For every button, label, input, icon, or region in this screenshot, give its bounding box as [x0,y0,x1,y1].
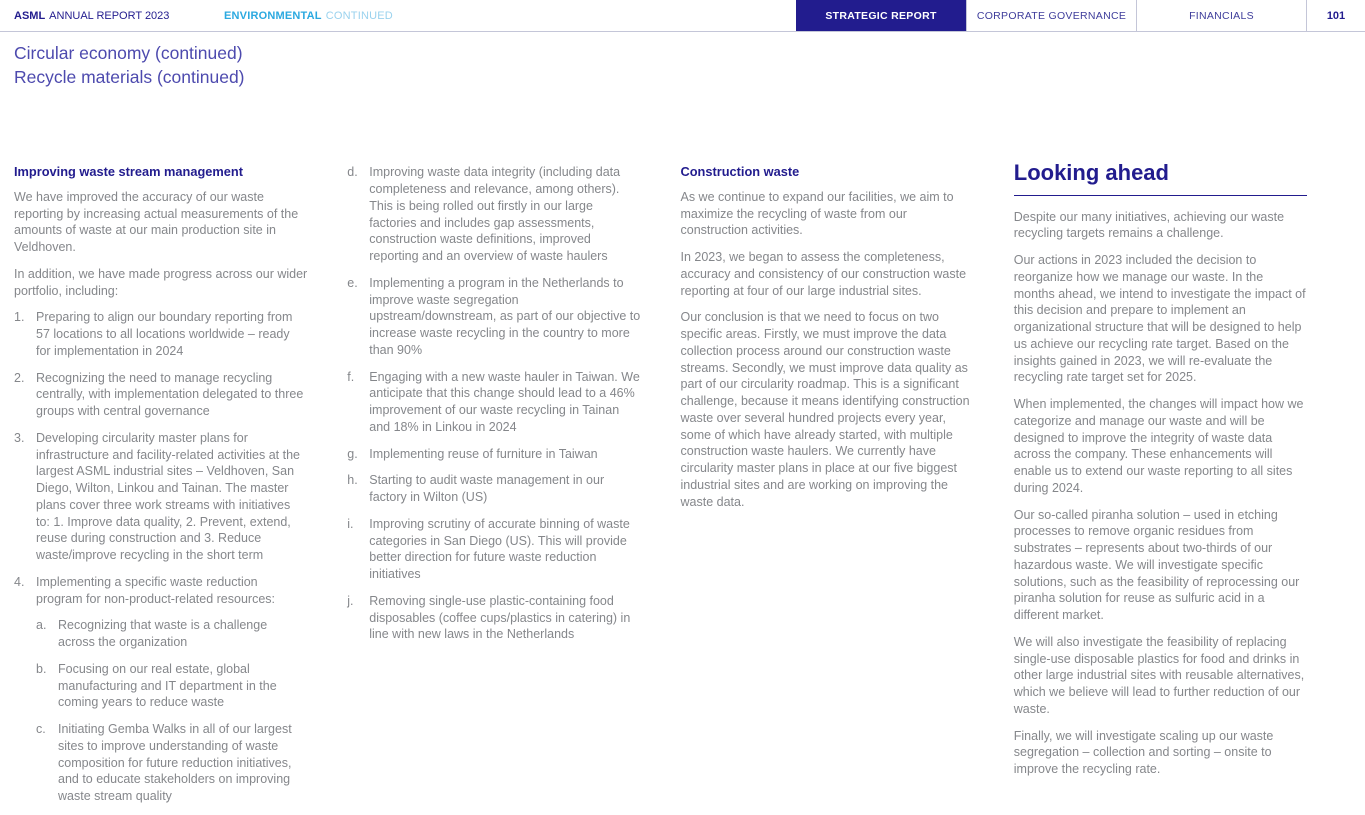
list-item-text: Implementing reuse of furniture in Taiwan [369,446,598,461]
list-item [14,574,307,608]
content-columns [14,160,1307,815]
list-item-text: Removing single-use plastic-containing food disposables (coffee cups/plastics in catering) in line with new laws in the Netherlands [369,593,631,642]
column-construction-waste [681,164,974,815]
list-item-text: Implementing a specific waste reduction program for non-product-related resources: [36,574,276,606]
paragraph: Our conclusion is that we need to focus on two specific areas. Firstly, we must improve the data collection process around our construction waste streams. Secondly, we must improve data quality as part of our circularity roadmap. This is a significant challenge, because it means identifying construction waste over several hundred projects every year, some of which have already started, with multiple construction waste haulers. We currently have circularity master plans in place at our five biggest industrial sites and are working on improving the waste data. [680,310,970,509]
list-marker: i. [347,516,354,531]
list-item-text: Recognizing the need to manage recycling centrally, with implementation delegated to three groups with central governance [36,370,304,419]
sub-list-item [14,661,307,711]
list-item [14,309,307,359]
list-item-text: Developing circularity master plans for infrastructure and facility-related activities at the largest ASML industrial sites – Veldhoven, San Diego, Wilton, Linkou and Tainan. The master plans cover three work streams with initiatives to: 1. Improve data quality, 2. Prevent, extend, reuse during construction and 3. Reduce waste/improve recycling in the short term [36,430,301,563]
paragraph: In 2023, we began to assess the completeness, accuracy and consistency of our construction waste reporting at four of our large industrial sites. [680,250,967,298]
list-marker: a. [36,618,47,633]
column-list-continued [347,164,640,815]
list-item-text: Initiating Gemba Walks in all of our largest sites to improve understanding of waste composition for future reduction initiatives, and to educate stakeholders on improving waste stream quality [58,722,292,804]
list-item [347,516,640,583]
brand-subtitle: ANNUAL REPORT 2023 [49,9,170,22]
list-marker: g. [347,446,358,461]
list-item [347,275,640,359]
list-marker: 2. [14,370,25,385]
list-marker: f. [347,369,355,384]
top-bar [0,0,1365,32]
tab-corporate-governance[interactable]: CORPORATE GOVERNANCE [966,0,1136,31]
list-item-text: Engaging with a new waste hauler in Taiwan. We anticipate that this change should lead to a 46% improvement of our waste recycling in Tainan and 18% in Linkou in 2024 [369,369,640,434]
page-title-line1: Circular economy (continued) [14,43,243,63]
paragraph: In addition, we have made progress across our wider portfolio, including: [14,266,308,298]
list-marker: 4. [14,574,25,589]
column-heading: Construction waste [680,164,800,180]
list-marker: b. [36,661,47,676]
list-marker: h. [347,473,358,488]
page-title [14,41,1365,89]
tab-strategic-report[interactable]: STRATEGIC REPORT [796,0,966,31]
looking-ahead-heading: Looking ahead [1014,160,1307,195]
paragraph: When implemented, the changes will impact how we categorize and manage our waste and will be designed to improve the integrity of waste data across the company. These enhancements will enable us to extend our waste reporting to all sites during 2024. [1013,397,1304,495]
paragraph: As we continue to expand our facilities, we aim to maximize the recycling of waste from our construction activities. [680,189,954,238]
list-item-text: Improving scrutiny of accurate binning of waste categories in San Diego (US). This will provide better direction for future waste reduction initiatives [369,516,630,582]
tab-financials[interactable]: FINANCIALS [1136,0,1306,31]
column-waste-stream-management [14,164,307,815]
column-heading: Improving waste stream management [14,164,243,180]
column-looking-ahead [1013,160,1307,815]
list-item [347,446,640,463]
page-title-line2: Recycle materials (continued) [14,67,245,88]
list-marker: c. [36,722,46,737]
sub-list-item [14,721,307,805]
list-item-text: Implementing a program in the Netherlands to improve waste segregation upstream/downstream, as part of our objective to increase waste recycling in the country to more than 90% [369,275,641,357]
section-continued: CONTINUED [325,9,393,22]
list-item-text: Starting to audit waste management in our factory in Wilton (US) [369,473,605,505]
list-item-text: Recognizing that waste is a challenge across the organization [58,618,268,650]
paragraph: We have improved the accuracy of our waste reporting by increasing actual measurements of the amounts of waste at our main production site in Veldhoven. [14,189,299,255]
sub-list-item [14,617,307,651]
list-item [347,164,640,265]
list-marker: 1. [14,310,25,325]
list-marker: j. [347,593,354,608]
list-item [14,430,307,564]
list-item [14,370,307,420]
list-item-text: Focusing on our real estate, global manufacturing and IT department in the coming years to reduce waste [58,661,277,710]
list-marker: e. [347,275,358,290]
list-marker: d. [347,165,358,180]
list-item [347,472,640,506]
list-item-text: Improving waste data integrity (including data completeness and relevance, among others). This is being rolled out firstly in our large factories and includes gap assessments, construction waste definitions, improved reporting and an overview of waste haulers [369,165,621,264]
report-brand [0,0,224,31]
page-number: 101 [1306,0,1365,31]
paragraph: Finally, we will investigate scaling up our waste segregation – collection and sorting – onsite to improve the recycling rate. [1013,728,1274,777]
report-tabs [796,0,1365,31]
paragraph: Our so-called piranha solution – used in etching processes to remove organic residues from substrates – represents about two-thirds of our hazardous waste. We will investigate specific solutions, such as the feasibility of reprocessing our piranha solution for reuse as sulfuric acid in a different market. [1013,507,1300,623]
paragraph: We will also investigate the feasibility of replacing single-use disposable plastics for food and drinks in other large industrial sites with reusable alternatives, which we believe will lead to further reduction of our waste. [1013,634,1305,716]
list-item-text: Preparing to align our boundary reporting from 57 locations to all locations worldwide – ready for implementation in 2024 [36,310,293,358]
list-item [347,593,640,643]
list-marker: 3. [14,430,25,445]
paragraph: Our actions in 2023 included the decision to reorganize how we manage our waste. In the months ahead, we intend to investigate the impact of this decision and prepare to implement an organizational structure that will be designed to help us achieve our recycling rate target. Based on the insights gained in 2023, we will re-evaluate the recycling rate target set for 2025. [1013,253,1306,385]
list-item [347,369,640,436]
section-name: ENVIRONMENTAL [224,9,322,22]
section-label [224,0,393,31]
paragraph: Despite our many initiatives, achieving our waste recycling targets remains a challenge. [1013,209,1285,241]
brand-logo-text: ASML [14,9,46,22]
